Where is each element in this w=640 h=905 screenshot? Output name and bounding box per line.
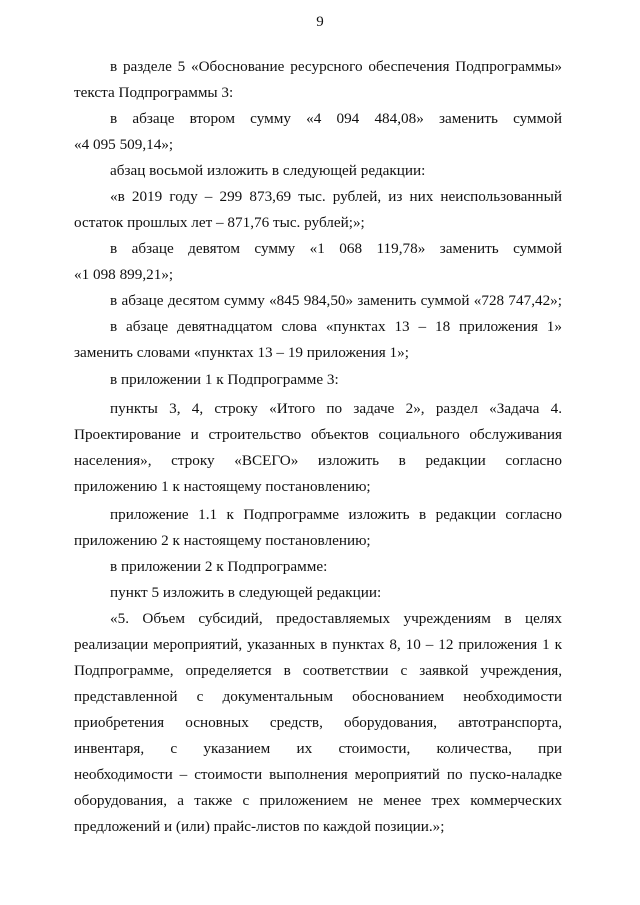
text-line: пункты 3, 4, строку «Итого по задаче 2», раздел «Задача 4. [110, 400, 562, 417]
text-line: в разделе 5 «Обоснование ресурсного обеспечения Подпрограммы» [110, 58, 562, 75]
text-line: реализации мероприятий, указанных в пунктах 8, 10 – 12 приложения 1 к [74, 636, 562, 653]
text-line: необходимости – стоимости выполнения мероприятий по пуско-наладке [74, 766, 562, 783]
text-line: приложению 1 к настоящему постановлению; [74, 478, 371, 495]
text-line: в абзаце девятом сумму «1 068 119,78» заменить суммой [110, 240, 562, 257]
text-line: «4 095 509,14»; [74, 136, 174, 153]
text-line: в абзаце втором сумму «4 094 484,08» заменить суммой [110, 110, 562, 127]
text-line: Подпрограмме, определяется в соответствии с заявкой учреждения, [74, 662, 562, 679]
text-line: представленной с документальным обоснованием необходимости [74, 688, 562, 705]
text-line: заменить словами «пунктах 13 – 19 приложения 1»; [74, 344, 409, 361]
text-line: оборудования, а также с приложением не менее трех коммерческих [74, 792, 562, 809]
text-line: Проектирование и строительство объектов социального обслуживания [74, 426, 562, 443]
page-number: 9 [316, 14, 324, 30]
text-line: населения», строку «ВСЕГО» изложить в редакции согласно [74, 452, 562, 469]
text-line: предложений и (или) прайс-листов по каждой позиции.»; [74, 818, 445, 835]
text-line: в абзаце девятнадцатом слова «пунктах 13 – 18 приложения 1» [110, 318, 562, 335]
text-line: остаток прошлых лет – 871,76 тыс. рублей;»; [74, 214, 365, 231]
text-line: в абзаце десятом сумму «845 984,50» заменить суммой «728 747,42»; [110, 292, 562, 309]
text-line: «5. Объем субсидий, предоставляемых учреждениям в целях [110, 610, 562, 627]
text-line: пункт 5 изложить в следующей редакции: [110, 584, 382, 601]
text-line: текста Подпрограммы 3: [74, 84, 234, 101]
text-line: абзац восьмой изложить в следующей редакции: [110, 162, 426, 179]
text-line: приложению 2 к настоящему постановлению; [74, 532, 371, 549]
text-line: инвентаря, с указанием их стоимости, количества, при [74, 740, 562, 757]
text-line: в приложении 2 к Подпрограмме: [110, 558, 328, 575]
text-line: приложение 1.1 к Подпрограмме изложить в редакции согласно [110, 506, 562, 523]
text-line: приобретения основных средств, оборудования, автотранспорта, [74, 714, 562, 731]
text-line: «1 098 899,21»; [74, 266, 174, 283]
text-line: в приложении 1 к Подпрограмме 3: [110, 371, 339, 388]
text-line: «в 2019 году – 299 873,69 тыс. рублей, из них неиспользованный [110, 188, 562, 205]
